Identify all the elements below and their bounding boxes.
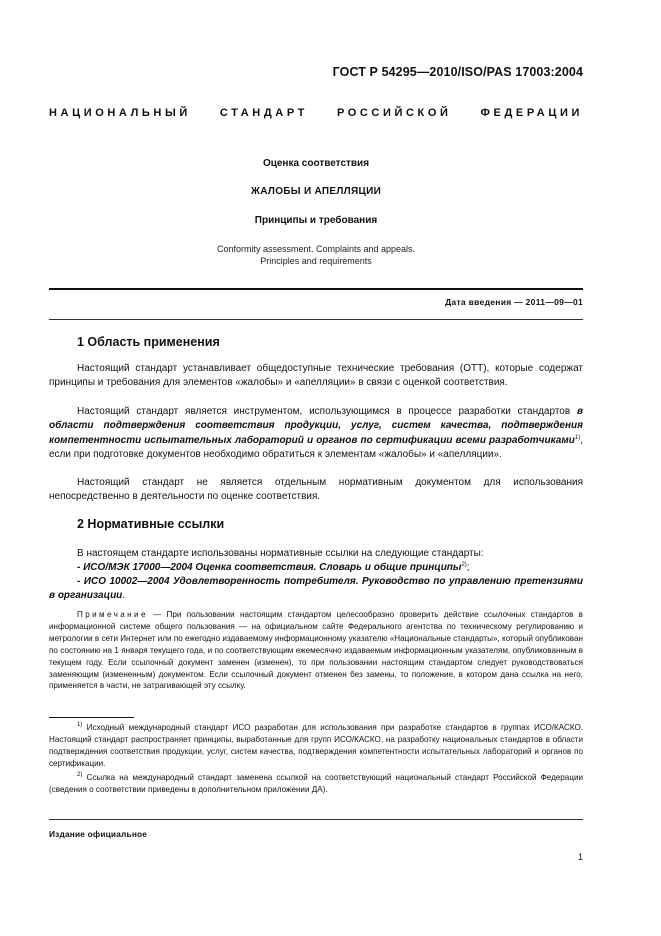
title-line-3: Принципы и требования: [254, 215, 378, 226]
paragraph-text: Настоящий стандарт является инструментом, использующимся в процессе разработки стандартов: [77, 406, 577, 417]
document-code: ГОСТ Р 54295—2010/ISO/PAS 17003:2004: [332, 65, 583, 79]
paragraph: В настоящем стандарте использованы нормативные ссылки на следующие стандарты:: [77, 548, 484, 559]
banner-word: ФЕДЕРАЦИИ: [480, 107, 583, 119]
footnote: [49, 722, 583, 770]
introduction-date: Дата введения — 2011—09—01: [445, 297, 583, 307]
banner-word: РОССИЙСКОЙ: [336, 107, 452, 119]
reference-text: - ИСО/МЭК 17000—2004 Оценка соответствия. Словарь и общие принципы: [77, 562, 462, 573]
footnote-divider: [49, 717, 134, 718]
note-text: — При пользовании настоящим стандартом целесообразно проверить действие ссылочных стандартов в информационной системе общего пользования — на официальном сайте Федерального агентства по техническому регулированию и метрологии в сети Интернет или по ежегодно издаваемому информационному указателю «Национальные стандарты», который опубликован по состоянию на 1 января текущего года, и по соответствующим ежемесячно издаваемым информационным указателям, опубликованным в текущем году. Если ссылочный документ заменен (изменен), то при пользовании настоящим стандартом следует руководствоваться заменяющим (измененным) документом. Если ссылочный документ отменен без замены, то положение, в котором дана ссылка на него, применяется в части, не затрагивающей эту ссылку.: [49, 610, 583, 691]
divider: [49, 288, 583, 290]
paragraph: Настоящий стандарт устанавливает общедоступные технические требования (ОТТ), которые содержат принципы и требования для элементов «жалобы» и «апелляции» в связи с оценкой соответствия.: [49, 363, 583, 389]
title-line-2: ЖАЛОБЫ И АПЕЛЛЯЦИИ: [250, 186, 382, 197]
footnote: [49, 772, 583, 796]
edition-label: Издание официальное: [49, 829, 148, 839]
reference-punct: ;: [466, 562, 470, 573]
section-heading: 2 Нормативные ссылки: [77, 517, 225, 531]
footnote-mark: 2): [461, 562, 467, 568]
footnote-text: Исходный международный стандарт ИСО разработан для использования при разработке стандартов в группах ИСО/КАСКО. Настоящий стандарт распространяет принципы, выработанные для групп ИСО/КАСКО, на разработку национальных стандартов в области подтверждения соответствия продукции, услуг, систем качества, подтверждения компетентности испытательных лабораторий и органов по сертификации.: [49, 723, 583, 768]
paragraph-emphasis: в области подтверждения соответствия продукции, услуг, систем качества, подтверждения компетентности испытательных лабораторий и органов по сертификации всеми разработчиками: [49, 406, 583, 446]
english-title-line-2: Principles and requirements: [260, 256, 372, 266]
divider: [49, 819, 583, 820]
banner-word: СТАНДАРТ: [219, 107, 308, 119]
reference-text: - ИСО 10002—2004 Удовлетворенность потребителя. Руководство по управлению претензиями в организации: [49, 576, 583, 602]
paragraph: [49, 405, 583, 462]
footnote-mark: 1): [77, 722, 83, 728]
reference-item: [49, 575, 583, 604]
national-standard-banner: [49, 107, 583, 119]
english-title-line-1: Conformity assessment. Complaints and appeals.: [216, 244, 416, 254]
paragraph-text: , если при подготовке документов необходимо обратиться к элементам «жалобы» и «апелляции».: [49, 434, 583, 460]
reference-item: [49, 561, 583, 575]
footnote-mark: 2): [77, 772, 83, 778]
divider: [49, 319, 583, 320]
footnote-text: Ссылка на международный стандарт заменена ссылкой на соответствующий национальный стандарт Российской Федерации (сведения о соответствии приведены в дополнительном приложении ДА).: [49, 773, 583, 794]
page-number: 1: [577, 852, 583, 862]
banner-word: НАЦИОНАЛЬНЫЙ: [49, 107, 191, 119]
paragraph: Настоящий стандарт не является отдельным нормативным документом для использования непосредственно в деятельности по оценке соответствия.: [49, 477, 583, 503]
footnote-mark: 1): [574, 434, 581, 441]
reference-punct: .: [122, 590, 126, 602]
title-line-1: Оценка соответствия: [262, 158, 370, 169]
section-heading: 1 Область применения: [77, 335, 220, 349]
note-label: Примечание: [77, 610, 148, 619]
note: [49, 609, 583, 692]
